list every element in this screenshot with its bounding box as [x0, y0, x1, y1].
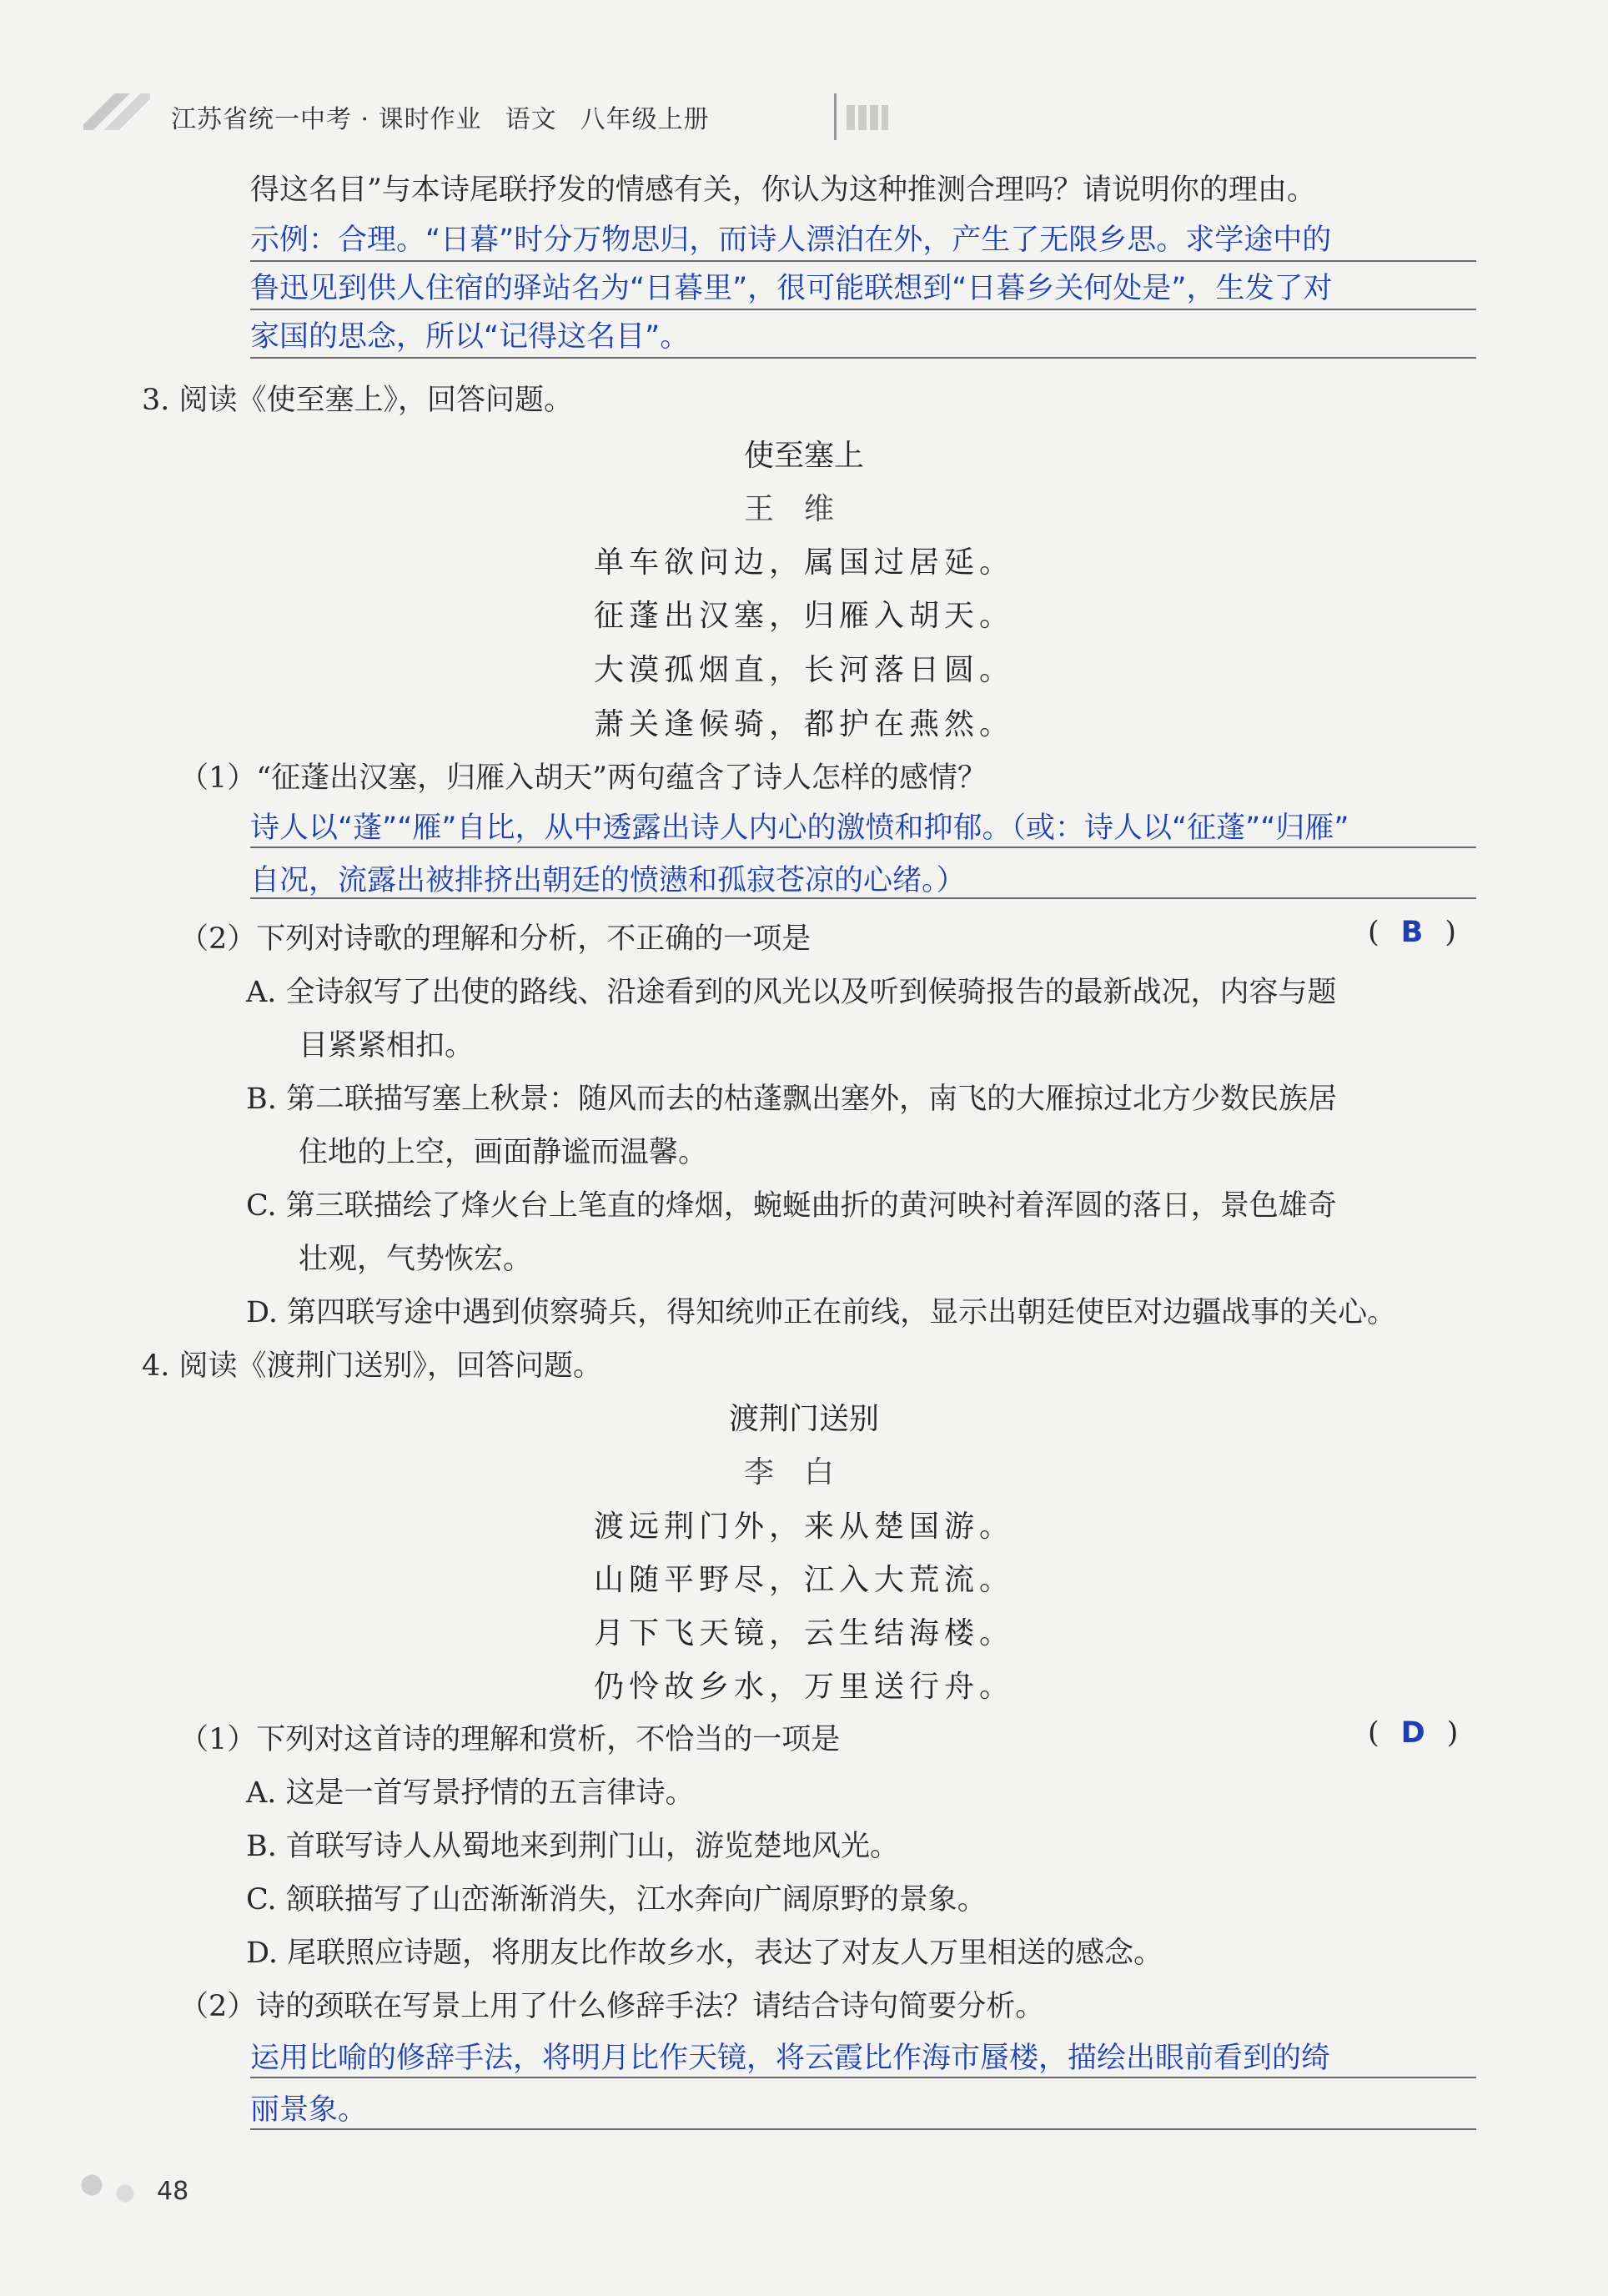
page-number: 48 — [157, 2177, 189, 2206]
q3-prompt: 3. 阅读《使至塞上》，回答问题。 — [142, 384, 574, 417]
q3-option-b-line-2: 住地的上空，画面静谧而温馨。 — [299, 1136, 708, 1169]
answer-rule — [250, 309, 1476, 310]
q4-prompt: 4. 阅读《渡荆门送别》，回答问题。 — [142, 1349, 603, 1383]
q3-sub2-answer: B — [1400, 916, 1424, 949]
q2-answer-line-3: 家国的思念，所以“记得这名目”。 — [250, 320, 690, 354]
q3-poem-line: 萧关逢候骑，都护在燕然。 — [593, 707, 1014, 741]
q2-question-end: 得这名目”与本诗尾联抒发的情感有关，你认为这种推测合理吗？请说明你的理由。 — [250, 173, 1316, 207]
q3-option-c-line-2: 壮观，气势恢宏。 — [299, 1243, 533, 1276]
page-header — [83, 93, 1608, 143]
q4-option-a: A. 这是一首写景抒情的五言律诗。 — [246, 1776, 695, 1810]
q3-sub1-answer-line-1: 诗人以“蓬”“雁”自比，从中透露出诗人内心的激愤和抑郁。（或：诗人以“征蓬”“归雁” — [250, 811, 1349, 845]
q3-poem-line: 单车欲问边，属国过居延。 — [593, 545, 1014, 580]
q4-option-d: D. 尾联照应诗题，将朋友比作故乡水，表达了对友人万里相送的感念。 — [246, 1937, 1163, 1970]
q4-sub2-answer-line-2: 丽景象。 — [250, 2093, 368, 2127]
q4-sub1-answer: D — [1400, 1716, 1425, 1750]
header-grade: 八年级上册 — [580, 105, 710, 134]
q3-option-d: D. 第四联写途中遇到侦察骑兵，得知统帅正在前线，显示出朝廷使臣对边疆战事的关心。 — [246, 1296, 1397, 1329]
q4-poem-line: 渡远荆门外，来从楚国游。 — [593, 1510, 1014, 1544]
answer-rule — [250, 2077, 1476, 2078]
q3-poem-title: 使至塞上 — [743, 439, 864, 473]
q3-option-b-line-1: B. 第二联描写塞上秋景：随风而去的枯蓬飘出塞外，南飞的大雁掠过北方少数民族居 — [246, 1083, 1337, 1116]
q4-sub2-question: （2）诗的颈联在写景上用了什么修辞手法？请结合诗句简要分析。 — [179, 1990, 1045, 2023]
header-grid-decoration — [847, 105, 888, 130]
answer-rule — [250, 2128, 1476, 2130]
q4-poem-line: 仍怜故乡水，万里送行舟。 — [593, 1670, 1014, 1704]
q3-sub2-question: （2）下列对诗歌的理解和分析，不正确的一项是 — [179, 922, 812, 956]
answer-rule — [250, 847, 1476, 848]
q4-option-c: C. 颔联描写了山峦渐渐消失，江水奔向广阔原野的景象。 — [246, 1883, 987, 1917]
q3-poem-line: 大漠孤烟直，长河落日圆。 — [593, 653, 1014, 687]
q4-sub2-answer-line-1: 运用比喻的修辞手法，将明月比作天镜，将云霞比作海市蜃楼，描绘出眼前看到的绮 — [250, 2042, 1331, 2075]
q3-sub1-question: （1）“征蓬出汉塞，归雁入胡天”两句蕴含了诗人怎样的感情？ — [179, 761, 987, 795]
answer-rule — [250, 260, 1476, 262]
header-subject: 语文 — [505, 105, 557, 134]
q4-sub1-answer-bracket: ( D ) — [1368, 1716, 1459, 1750]
q3-sub1-answer-line-2: 自况，流露出被排挤出朝廷的愤懑和孤寂苍凉的心绪。） — [250, 864, 966, 897]
q2-answer-line-1: 示例：合理。“日暮”时分万物思归，而诗人漂泊在外，产生了无限乡思。求学途中的 — [250, 224, 1332, 257]
answer-rule — [250, 357, 1476, 359]
answer-rule — [250, 897, 1476, 899]
q3-poem-line: 征蓬出汉塞，归雁入胡天。 — [593, 599, 1014, 633]
q4-poem-line: 山随平野尽，江入大荒流。 — [593, 1563, 1014, 1597]
header-separator — [834, 93, 837, 140]
q3-option-a-line-1: A. 全诗叙写了出使的路线、沿途看到的风光以及听到候骑报告的最新战况，内容与题 — [246, 976, 1337, 1009]
header-book: 江苏省统一中考 · 课时作业 — [171, 105, 482, 134]
page-number-decoration — [67, 2168, 150, 2210]
q3-option-a-line-2: 目紧紧相扣。 — [299, 1029, 475, 1063]
q3-sub2-answer-bracket: ( B ) — [1368, 916, 1456, 949]
q3-option-c-line-1: C. 第三联描绘了烽火台上笔直的烽烟，蜿蜒曲折的黄河映衬着浑圆的落日，景色雄奇 — [246, 1189, 1337, 1223]
q4-sub1-question: （1）下列对这首诗的理解和赏析，不恰当的一项是 — [179, 1723, 841, 1756]
q3-poem-author: 王维 — [743, 492, 864, 526]
header-title — [171, 98, 733, 135]
q4-poem-line: 月下飞天镜，云生结海楼。 — [593, 1616, 1014, 1650]
header-decoration — [83, 93, 150, 130]
q2-answer-line-2: 鲁迅见到供人住宿的驿站名为“日暮里”，很可能联想到“日暮乡关何处是”，生发了对 — [250, 272, 1333, 305]
q4-poem-title: 渡荆门送别 — [728, 1402, 879, 1436]
q4-poem-author: 李白 — [743, 1455, 864, 1490]
q4-option-b: B. 首联写诗人从蜀地来到荆门山，游览楚地风光。 — [246, 1830, 899, 1863]
